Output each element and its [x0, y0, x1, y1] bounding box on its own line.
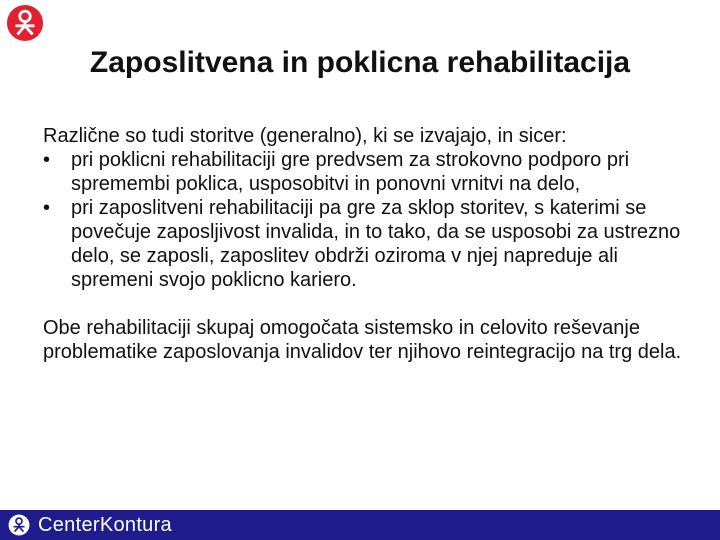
slide-body	[43, 124, 683, 364]
bullet-list	[43, 148, 683, 292]
bullet-text: pri poklicni rehabilitaciji gre predvsem za strokovno podporo pri spremembi poklica, usposobitvi in ponovni vrnitvi na delo,	[71, 149, 630, 195]
bullet-text: pri zaposlitveni rehabilitaciji pa gre za sklop storitev, s katerimi se povečuje zaposljivost invalida, in to tako, da se usposobi za ustrezno delo, se zaposli, zaposlitev obdrži oziroma v njej napreduje ali spremeni svojo poklicno kariero.	[71, 197, 681, 291]
bullet-item-vocational	[43, 148, 683, 196]
footer-brand-name: CenterKontura	[38, 514, 172, 536]
bullet-icon: •	[43, 149, 51, 171]
red-person-logo-icon	[6, 4, 44, 42]
footer-bar	[0, 510, 720, 540]
intro-text: Različne so tudi storitve (generalno), ki se izvajajo, in sicer:	[43, 125, 567, 147]
slide-title: Zaposlitvena in poklicna rehabilitacija	[89, 46, 631, 79]
bullet-icon: •	[43, 197, 51, 219]
bullet-item-employment	[43, 196, 683, 292]
person-logo-icon	[8, 514, 30, 536]
closing-text: Obe rehabilitaciji skupaj omogočata sistemsko in celovito reševanje problematike zaposlovanja invalidov ter njihovo reintegracijo na trg dela.	[43, 317, 682, 363]
